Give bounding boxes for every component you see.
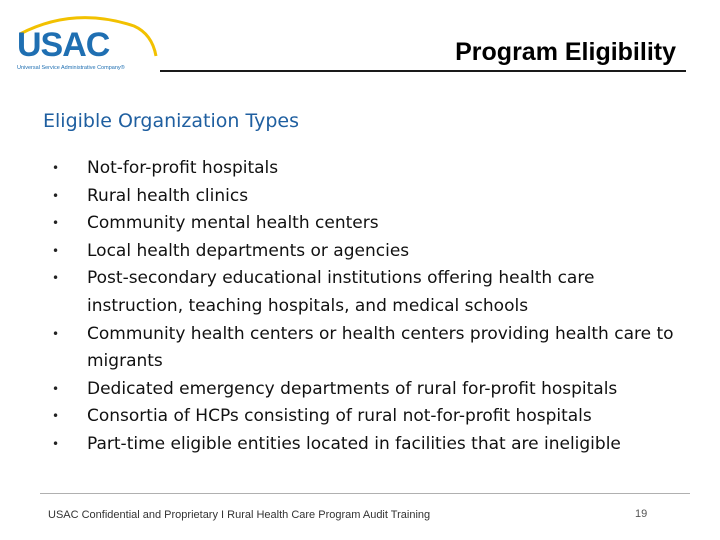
eligible-types-list [52, 155, 692, 459]
list-item-text: Consortia of HCPs consisting of rural not-for-profit hospitals [87, 406, 592, 427]
list-item-text: Part-time eligible entities located in facilities that are ineligible [87, 433, 621, 454]
bullet-icon: • [52, 216, 60, 231]
logo-tagline: Universal Service Administrative Company® [17, 65, 125, 71]
list-item [52, 238, 692, 266]
footer-divider [40, 493, 690, 494]
bullet-icon: • [52, 326, 60, 341]
bullet-icon: • [52, 188, 60, 203]
bullet-icon: • [52, 409, 60, 424]
section-heading: Eligible Organization Types [43, 110, 300, 132]
list-item-text: Community mental health centers [87, 213, 379, 234]
list-item [52, 321, 692, 376]
list-item-text: Dedicated emergency departments of rural for-profit hospitals [87, 378, 618, 399]
bullet-icon: • [52, 436, 60, 451]
list-item [52, 155, 692, 183]
page-number: 19 [635, 508, 648, 520]
page-title: Program Eligibility [455, 38, 676, 66]
title-divider [160, 70, 686, 72]
list-item [52, 265, 692, 320]
list-item [52, 431, 692, 459]
bullet-icon: • [52, 161, 60, 175]
list-item-text: Rural health clinics [87, 185, 249, 206]
bullet-icon: • [52, 381, 60, 396]
list-item [52, 403, 692, 431]
list-item [52, 376, 692, 404]
list-item-text: Community health centers or health centers providing health care to migrants [87, 323, 674, 372]
footer-text: USAC Confidential and Proprietary I Rural Health Care Program Audit Training [48, 509, 431, 521]
bullet-icon: • [52, 243, 60, 258]
logo-wordmark: USAC [17, 26, 110, 64]
list-item-text: Local health departments or agencies [87, 240, 410, 261]
list-item [52, 210, 692, 238]
list-item-text: Not-for-profit hospitals [87, 158, 279, 178]
usac-logo [14, 12, 164, 74]
bullet-icon: • [52, 271, 60, 286]
list-item-text: Post-secondary educational institutions offering health care instruction, teaching hospitals, and medical schools [87, 268, 595, 316]
list-item [52, 183, 692, 211]
